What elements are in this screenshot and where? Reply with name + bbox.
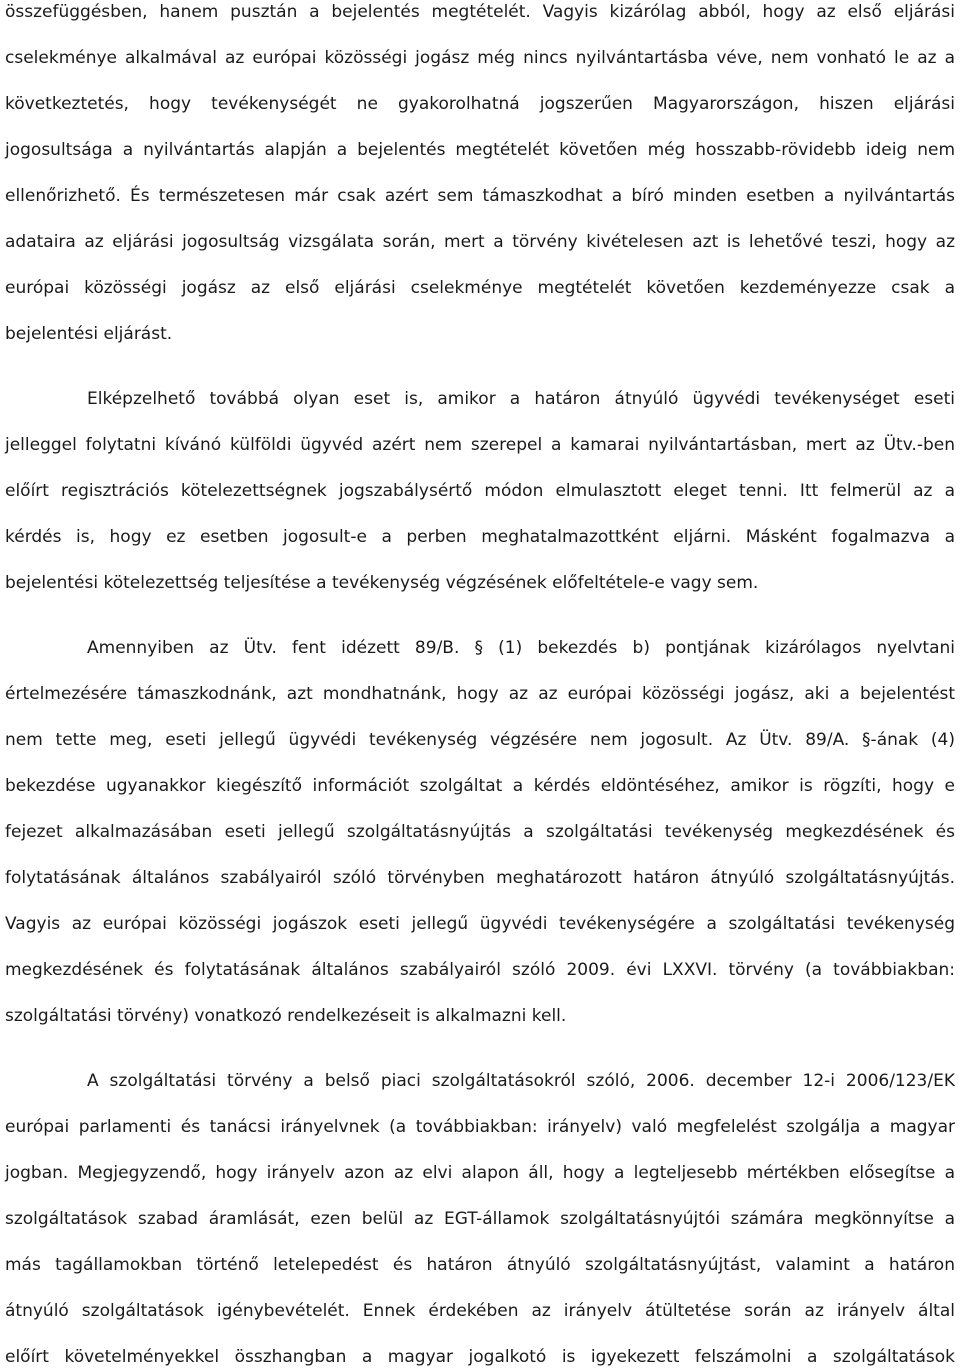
text-line: előírt követelményekkel összhangban a magyar jogalkotó is igyekezett felszámolni a szolgáltatások (5, 1347, 955, 1367)
text-line: adataira az eljárási jogosultság vizsgálata során, mert a törvény kivételesen azt is lehetővé teszi, hogy az (5, 232, 955, 252)
text-line: európai közösségi jogász az első eljárási cselekménye megtételét követően kezdeményezze csak a (5, 278, 955, 298)
text-line: cselekménye alkalmával az európai közösségi jogász még nincs nyilvántartásba véve, nem vonható le az a (5, 48, 955, 68)
paragraph-first-line: Elképzelhető továbbá olyan eset is, amikor a határon átnyúló ügyvédi tevékenységet eseti (87, 389, 955, 409)
text-line: Vagyis az európai közösségi jogászok eseti jellegű ügyvédi tevékenységére a szolgáltatási tevékenység (5, 914, 955, 934)
text-line: következtetés, hogy tevékenységét ne gyakorolhatná jogszerűen Magyarországon, hiszen eljárási (5, 94, 955, 114)
text-line: folytatásának általános szabályairól szóló törvényben meghatározott határon átnyúló szolgáltatásnyújtás. (5, 868, 955, 888)
text-line: szolgáltatási törvény) vonatkozó rendelkezéseit is alkalmazni kell. (5, 1006, 567, 1026)
text-line: jelleggel folytatni kívánó külföldi ügyvéd azért nem szerepel a kamarai nyilvántartásban, mert az Ütv.-ben (5, 435, 955, 455)
text-line: szolgáltatások szabad áramlását, ezen belül az EGT-államok szolgáltatásnyújtói számára megkönnyítse a (5, 1209, 955, 1229)
text-line: összefüggésben, hanem pusztán a bejelentés megtételét. Vagyis kizárólag abból, hogy az első eljárási (5, 2, 955, 22)
text-line: jogban. Megjegyzendő, hogy irányelv azon az elvi alapon áll, hogy a legteljesebb mértékben elősegítse a (5, 1163, 955, 1183)
text-line: fejezet alkalmazásában eseti jellegű szolgáltatásnyújtás a szolgáltatási tevékenység megkezdésének és (5, 822, 955, 842)
text-line: értelmezésére támaszkodnánk, azt mondhatnánk, hogy az az európai közösségi jogász, aki a bejelentést (5, 684, 955, 704)
text-line: bejelentési kötelezettség teljesítése a tevékenység végzésének előfeltétele-e vagy sem. (5, 573, 759, 593)
text-line: ellenőrizhető. És természetesen már csak azért sem támaszkodhat a bíró minden esetben a nyilvántartás (5, 186, 955, 206)
text-line: megkezdésének és folytatásának általános szabályairól szóló 2009. évi LXXVI. törvény (a továbbiakban: (5, 960, 955, 980)
text-line: bejelentési eljárást. (5, 324, 173, 344)
text-line: kérdés is, hogy ez esetben jogosult-e a perben meghatalmazottként eljárni. Másként fogalmazva a (5, 527, 955, 547)
paragraph-first-line: A szolgáltatási törvény a belső piaci szolgáltatásokról szóló, 2006. december 12-i 2006/123/EK (87, 1071, 955, 1091)
text-line: nem tette meg, eseti jellegű ügyvédi tevékenység végzésére nem jogosult. Az Ütv. 89/A. §-ának (4) (5, 730, 955, 750)
text-line: európai parlamenti és tanácsi irányelvnek (a továbbiakban: irányelv) való megfelelést szolgálja a magyar (5, 1117, 955, 1137)
text-line: átnyúló szolgáltatások igénybevételét. Ennek érdekében az irányelv átültetése során az irányelv által (5, 1301, 955, 1321)
text-line: más tagállamokban történő letelepedést és határon átnyúló szolgáltatásnyújtást, valamint a határon (5, 1255, 955, 1275)
paragraph-first-line: Amennyiben az Ütv. fent idézett 89/B. § (1) bekezdés b) pontjának kizárólagos nyelvtani (87, 638, 955, 658)
text-line: bekezdése ugyanakkor kiegészítő információt szolgáltat a kérdés eldöntéséhez, amikor is rögzíti, hogy e (5, 776, 955, 796)
text-line: előírt regisztrációs kötelezettségnek jogszabálysértő módon elmulasztott eleget tenni. Itt felmerül az a (5, 481, 955, 501)
text-line: jogosultsága a nyilvántartás alapján a bejelentés megtételét követően még hosszabb-rövidebb ideig nem (5, 140, 955, 160)
